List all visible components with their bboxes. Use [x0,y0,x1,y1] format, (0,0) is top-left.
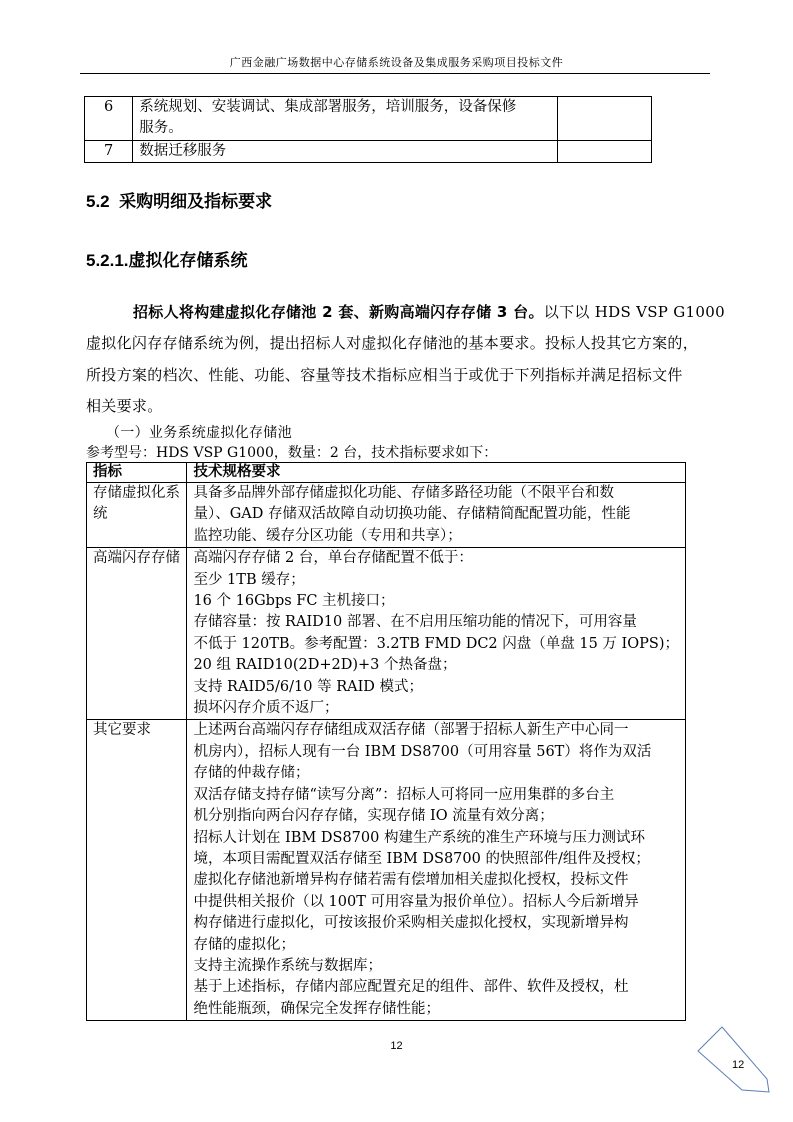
cell-line: 支持 RAID5/6/10 等 RAID 模式； [193,678,424,695]
header-spec: 技术规格要求 [187,463,686,483]
row-content [133,97,558,141]
intro-line-3: 所投方案的档次、性能、功能、容量等技术指标应相当于或优于下列指标并满足招标文件 [86,366,683,384]
row-number: 6 [85,97,133,141]
cell-line: 具备多品牌外部存储虚拟化功能、存储多路径功能（不限平台和数 [193,485,614,501]
table-row [87,720,686,1021]
cell-line: 构存储进行虚拟化，可按该报价采购相关虚拟化授权，实现新增异构 [193,915,629,932]
cell-line: 中提供相关报价（以 100T 可用容量为报价单位）。招标人今后新增异 [193,893,639,910]
spec-table [86,462,686,1021]
cell-line: 系统规划、安装调试、集成部署服务，培训服务，设备保修 [139,99,517,115]
cell-line: 基于上述指标，存储内部应配置充足的组件、部件、软件及授权，杜 [193,979,629,996]
page-badge [696,1026,772,1094]
row-content [133,140,558,162]
row-indicator [87,720,187,1021]
cell-line: 绝性能瓶颈，确保完全发挥存储性能； [193,1000,440,1017]
empty-cell [558,140,652,162]
row-requirements [187,548,686,720]
cell-line: 境，本项目需配置双活存储至 IBM DS8700 的快照部件/组件及授权； [193,850,650,867]
cell-line: 高端闪存存储 2 台，单台存储配置不低于： [193,550,473,567]
section-heading: 5.2 采购明细及指标要求 [86,192,273,211]
intro-line-4: 相关要求。 [86,397,163,415]
service-table [84,96,652,163]
intro-line-2: 虚拟化闪存存储系统为例，提出招标人对虚拟化存储池的基本要求。投标人投其它方案的， [86,334,699,352]
cell-line: 支持主流操作系统与数据库； [193,957,382,974]
intro-line-1 [86,301,725,322]
cell-line: 不低于 120TB。参考配置：3.2TB FMD DC2 闪盘（单盘 15 万 IOPS)； [193,635,679,652]
cell-line: 量）、GAD 存储双活故障自动切换功能、存储精简配配置功能，性能 [193,506,631,523]
header-rule [80,73,710,74]
subsection-heading: 5.2.1.虚拟化存储系统 [86,251,248,270]
cell-line: 存储虚拟化系 [93,485,180,501]
cell-line: 其它要求 [93,722,151,739]
table-row [87,548,686,720]
row-indicator [87,548,187,720]
cell-line: 服务。 [139,120,183,137]
model-line: 参考型号：HDS VSP G1000，数量：2 台，技术指标要求如下： [86,445,498,461]
header-indicator: 指标 [87,463,187,483]
cell-line: 招标人计划在 IBM DS8700 构建生产系统的准生产环境与压力测试环 [193,829,645,846]
cell-line: 存储的仲裁存储； [193,765,310,782]
row-indicator [87,483,187,548]
page-number: 12 [390,1040,403,1052]
cell-line: 双活存储支持存储“读写分离”：招标人可将同一应用集群的多台主 [193,786,615,803]
empty-cell [558,97,652,141]
row-requirements [187,720,686,1021]
subsection-label: （一）业务系统虚拟化存储池 [106,425,292,441]
cell-line: 存储容量：按 RAID10 部署、在不启用压缩功能的情况下，可用容量 [193,614,637,631]
cell-line: 存储的虚拟化； [193,936,295,953]
row-number: 7 [85,140,133,162]
row-requirements [187,483,686,548]
cell-line: 机分别指向两台闪存存储，实现存储 IO 流量有效分离； [193,808,554,825]
cell-line: 上述两台高端闪存存储组成双活存储（部署于招标人新生产中心同一 [193,722,629,739]
cell-line: 机房内），招标人现有一台 IBM DS8700（可用容量 56T）将作为双活 [193,743,652,760]
cell-line: 数据迁移服务 [139,142,227,159]
badge-number: 12 [732,1059,745,1071]
cell-line: 高端闪存存储 [93,550,180,567]
cell-line: 监控功能、缓存分区功能（专用和共享）； [193,527,462,544]
table-row [85,140,652,162]
table-row [87,483,686,548]
table-header-row [87,463,686,483]
cell-line: 损坏闪存介质不返厂； [193,700,339,717]
cell-line: 至少 1TB 缓存； [193,571,305,588]
table-row [85,97,652,141]
cell-line: 统 [93,506,108,523]
cell-line: 虚拟化存储池新增异构存储若需有偿增加相关虚拟化授权，投标文件 [193,872,629,889]
cell-line: 20 组 RAID10(2D+2D)+3 个热备盘； [193,657,457,674]
cell-line: 16 个 16Gbps FC 主机接口； [193,593,395,610]
intro-text: 以下以 HDS VSP G1000 [543,303,725,321]
running-header: 广西金融广场数据中心存储系统设备及集成服务采购项目投标文件 [229,56,564,69]
intro-bold: 招标人将构建虚拟化存储池 2 套、新购高端闪存存储 3 台。 [133,303,544,321]
